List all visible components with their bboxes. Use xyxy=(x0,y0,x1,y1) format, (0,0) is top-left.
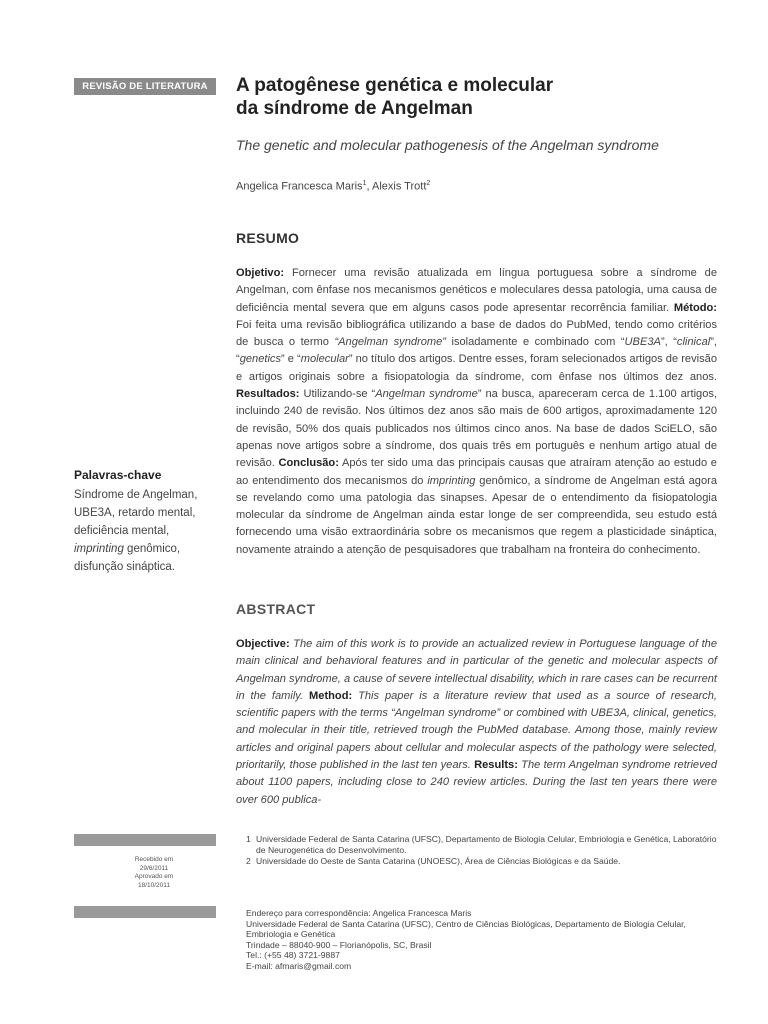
objetivo-label: Objetivo: xyxy=(236,267,285,279)
received-label: Recebido em xyxy=(134,856,174,863)
metodo-term: molecular xyxy=(300,353,349,366)
abstract-text xyxy=(236,636,717,809)
conclusao-text: genômico, a síndrome de Angelman está agora se revelando como uma patologia das sinapses. Apesar de o entendimento da fisiopatologia molecular da síndrome de Angelman ainda estar longe de ser compreendida, seu estudo está fornecendo uma visão extraordinária sobre os mecanismos que regem a plasticidade sináptica, novamente atraindo a atenção de pesquisadores que trabalham na fronteira do conhecimento. xyxy=(236,474,717,556)
footnote-number: 2 xyxy=(246,856,251,866)
correspondence-line: Trindade – 88040-900 – Florianópolis, SC, Brasil xyxy=(246,939,432,950)
metodo-text: Foi feita uma revisão bibliográfica utilizando a base de dados do PubMed, tendo como critérios de busca o termo xyxy=(236,318,717,349)
keywords-text: Síndrome de Angelman, UBE3A, retardo mental, deficiência mental, xyxy=(74,489,198,537)
footnote xyxy=(246,834,726,856)
title-line-2: da síndrome de Angelman xyxy=(236,98,473,119)
metodo-text: ” e “ xyxy=(281,353,301,366)
objective-text: The aim of this work is to provide an actualized review in Portuguese language of the main clinical and behavioral features and in particular of the genetic and molecular aspects of Angelman syndrome, a cause of severe intellectual disability, which in rare cases can be recurrent in the family. xyxy=(236,638,717,702)
author-2-affiliation: 2 xyxy=(426,180,431,187)
conclusao-term: imprinting xyxy=(427,474,476,487)
conclusao-label: Conclusão: xyxy=(278,457,339,470)
method-label: Method: xyxy=(309,689,353,702)
author-2: Alexis Trott xyxy=(371,180,427,193)
article-subtitle: The genetic and molecular pathogenesis of the Angelman syndrome xyxy=(236,137,659,153)
conclusao-text: Após ter sido uma das principais causas que atraíram atenção ao estudo e ao entendimento dos mecanismos do xyxy=(236,457,717,487)
sidebar-bar-top xyxy=(74,834,216,846)
metodo-text: ”, “ xyxy=(236,336,717,366)
resultados-text: Utilizando-se “ xyxy=(299,388,376,401)
resultados-term: Angelman syndrome xyxy=(375,388,478,401)
correspondence-email: E-mail: afmaris@gmail.com xyxy=(246,960,352,971)
resumo-text xyxy=(236,265,717,559)
results-label: Results: xyxy=(474,759,518,772)
metodo-term: clinical xyxy=(676,336,711,349)
metodo-text: ”, “ xyxy=(660,336,677,349)
sidebar-bar-bottom xyxy=(74,906,216,918)
author-separator: , xyxy=(366,180,372,193)
article-title xyxy=(236,74,716,120)
approved-date: 18/10/2011 xyxy=(137,881,171,889)
objetivo-text: Fornecer uma revisão atualizada em língua portuguesa sobre a síndrome de Angelman, com ênfase nos mecanismos genéticos e moleculares dessa patologia, uma causa de deficiência mental severa que em alguns casos pode apresentar recorrência familiar. xyxy=(236,267,717,314)
keywords-text: genômico, disfunção sináptica. xyxy=(74,543,181,573)
correspondence-line: Endereço para correspondência: Angelica Francesca Maris xyxy=(246,908,472,918)
correspondence-line: Tel.: (+55 48) 3721-9887 xyxy=(246,950,340,961)
author-1: Angelica Francesca Maris xyxy=(236,180,363,193)
resultados-label: Resultados: xyxy=(236,388,300,401)
footnote-text: Universidade do Oeste de Santa Catarina (UNOESC), Área de Ciências Biológicas e da Saúde. xyxy=(256,856,621,866)
metodo-term: UBE3A xyxy=(624,336,661,349)
keywords-list xyxy=(74,486,214,576)
method-text: This paper is a literature review that used as a source of research, scientific papers with the terms “Angelman syndrome” or combined with UBE3A, clinical, genetics, and molecular in their title, retrieved trough the PubMed database. Among those, mainly review articles and original papers about cellular and molecular aspects of the pathology were selected, prioritarily, those published in the last ten years. xyxy=(236,689,718,772)
correspondence xyxy=(246,908,726,972)
authors xyxy=(236,180,430,193)
metodo-label: Método: xyxy=(673,301,717,314)
footnote-number: 1 xyxy=(246,834,251,844)
approved-label: Aprovado em xyxy=(134,873,174,881)
keywords-heading: Palavras-chave xyxy=(74,468,162,482)
section-tag: REVISÃO DE LITERATURA xyxy=(74,78,216,95)
metodo-term: genetics xyxy=(239,353,282,366)
footnote-text: Universidade Federal de Santa Catarina (UFSC), Departamento de Biologia Celular, Embriologia e Genética, Laboratório de Neurogenética do Desenvolvimento. xyxy=(256,834,717,855)
keywords-term: imprinting xyxy=(74,543,124,555)
resultados-text: ” na busca, apareceram cerca de 1.100 artigos, incluindo 240 de revisão. Nos últimos dez anos são mais de 600 artigos, aproximadamente 120 de revisão, 50% dos quais publicados nos últimos cinco anos. Na base de dados SciELO, são apenas nove artigos sobre a síndrome, dos quais três em português e nenhum artigo atual de revisão. xyxy=(236,388,718,470)
results-text: The term Angelman syndrome retrieved about 1100 papers, including close to 240 review articles. During the last ten years there were over 600 publica- xyxy=(236,759,717,806)
author-1-affiliation: 1 xyxy=(362,180,367,187)
metodo-text: ” no título dos artigos. Dentre esses, foram selecionados artigos de revisão e artigos originais sobre a fisiopatologia da síndrome, com ênfase nos últimos dez anos. xyxy=(236,353,717,383)
metodo-text: isoladamente e combinado com “ xyxy=(446,336,625,349)
title-line-1: A patogênese genética e molecular xyxy=(236,75,554,96)
metodo-term: “Angelman syndrome” xyxy=(334,336,446,349)
correspondence-line: Universidade Federal de Santa Catarina (UFSC), Centro de Ciências Biológicas, Departamento de Biologia Celular, Embriologia e Genética xyxy=(246,918,686,940)
footnote xyxy=(246,856,726,867)
objective-label: Objective: xyxy=(236,638,290,650)
dates-block xyxy=(74,856,234,890)
received-date: 29/6/2011 xyxy=(139,864,169,872)
abstract-heading: ABSTRACT xyxy=(236,601,316,617)
resumo-heading: RESUMO xyxy=(236,230,300,246)
footnotes xyxy=(246,834,726,867)
